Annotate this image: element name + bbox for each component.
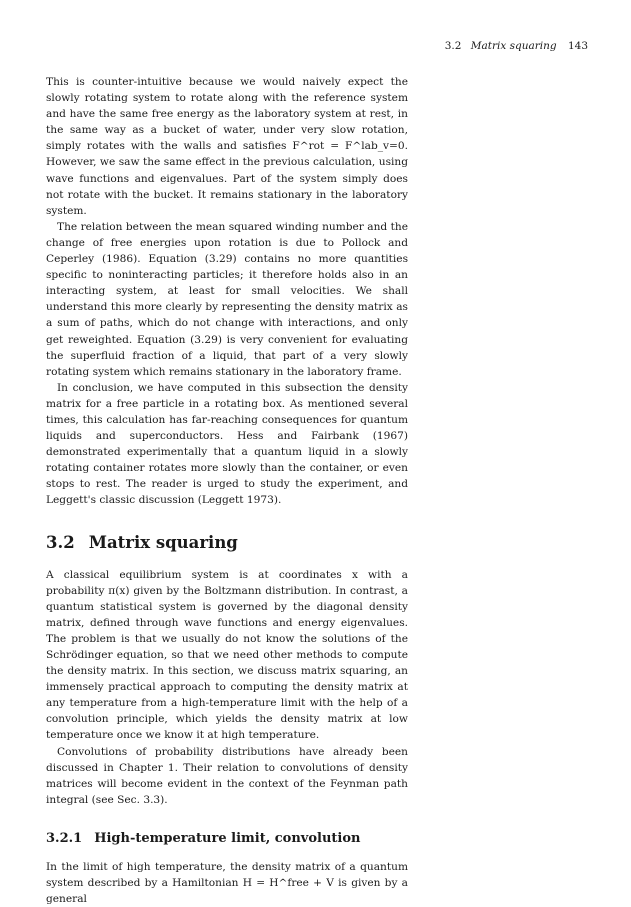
paragraph: Convolutions of probability distributions have already been discussed in Chapter 1. Their relation to convolutions of density matrices will become evident in the context of the Feynman path integral (see Sec. 3.3). bbox=[46, 745, 408, 806]
paragraph: In conclusion, we have computed in this subsection the density matrix for a free particle in a rotating box. As mentioned several times, this calculation has far-reaching consequences for quantum liquids and superconductors. Hess and Fairbank (1967) demonstrated experimentally that a quantum liquid in a slowly rotating container rotates more slowly than the container, or even stops to rest. The reader is urged to study the experiment, and Leggett's classic discussion (Leggett 1973). bbox=[46, 381, 408, 507]
subsection-number: 3.2.1 bbox=[46, 830, 83, 846]
paragraph: A classical equilibrium system is at coordinates x with a probability π(x) given by the Boltzmann distribution. In contrast, a quantum statistical system is governed by the diagonal density matrix, defined through wave functions and energy eigenvalues. The problem is that we usually do not know the solutions of the Schrödinger equation, so that we need other methods to compute the density matrix. In this section, we discuss matrix squaring, an immensely practical approach to computing the density matrix at any temperature from a high-temperature limit with the help of a convolution principle, which yields the density matrix at low temperature once we know it at high temperature. bbox=[46, 568, 408, 742]
paragraph: This is counter-intuitive because we would naively expect the slowly rotating system to rotate along with the reference system and have the same free energy as the laboratory system at rest, in the same way as a bucket of water, under very slow rotation, simply rotates with the walls and satisfies F^rot = F^lab_v=0. However, we saw the same effect in the previous calculation, using wave functions and eigenvalues. Part of the system simply does not rotate with the bucket. It remains stationary in the laboratory system. bbox=[46, 76, 408, 217]
page-number: 143 bbox=[567, 40, 588, 52]
section-number: 3.2 bbox=[46, 532, 75, 552]
paragraph: In the limit of high temperature, the density matrix of a quantum system described by a Hamiltonian H = H^free + V is given by a general bbox=[46, 860, 408, 906]
section-heading bbox=[46, 533, 408, 553]
running-head-section-number: 3.2 bbox=[444, 40, 462, 52]
body-text bbox=[46, 74, 408, 907]
paragraph: The relation between the mean squared winding number and the change of free energies upon rotation is due to Pollock and Ceperley (1986). Equation (3.29) contains no more quantities specific to noninteracting particles; it therefore holds also in an interacting system, at least for small velocities. We shall understand this more clearly by representing the density matrix as a sum of paths, which do not change with interactions, and only get reweighted. Equation (3.29) is very convenient for evaluating the superfluid fraction of a liquid, that part of a very slowly rotating system which remains stationary in the laboratory frame. bbox=[46, 220, 408, 378]
subsection-heading bbox=[46, 830, 408, 847]
running-head bbox=[445, 40, 588, 52]
running-head-section-title: Matrix squaring bbox=[470, 40, 557, 52]
subsection-title: High-temperature limit, convolution bbox=[94, 830, 361, 846]
section-title: Matrix squaring bbox=[88, 532, 238, 552]
